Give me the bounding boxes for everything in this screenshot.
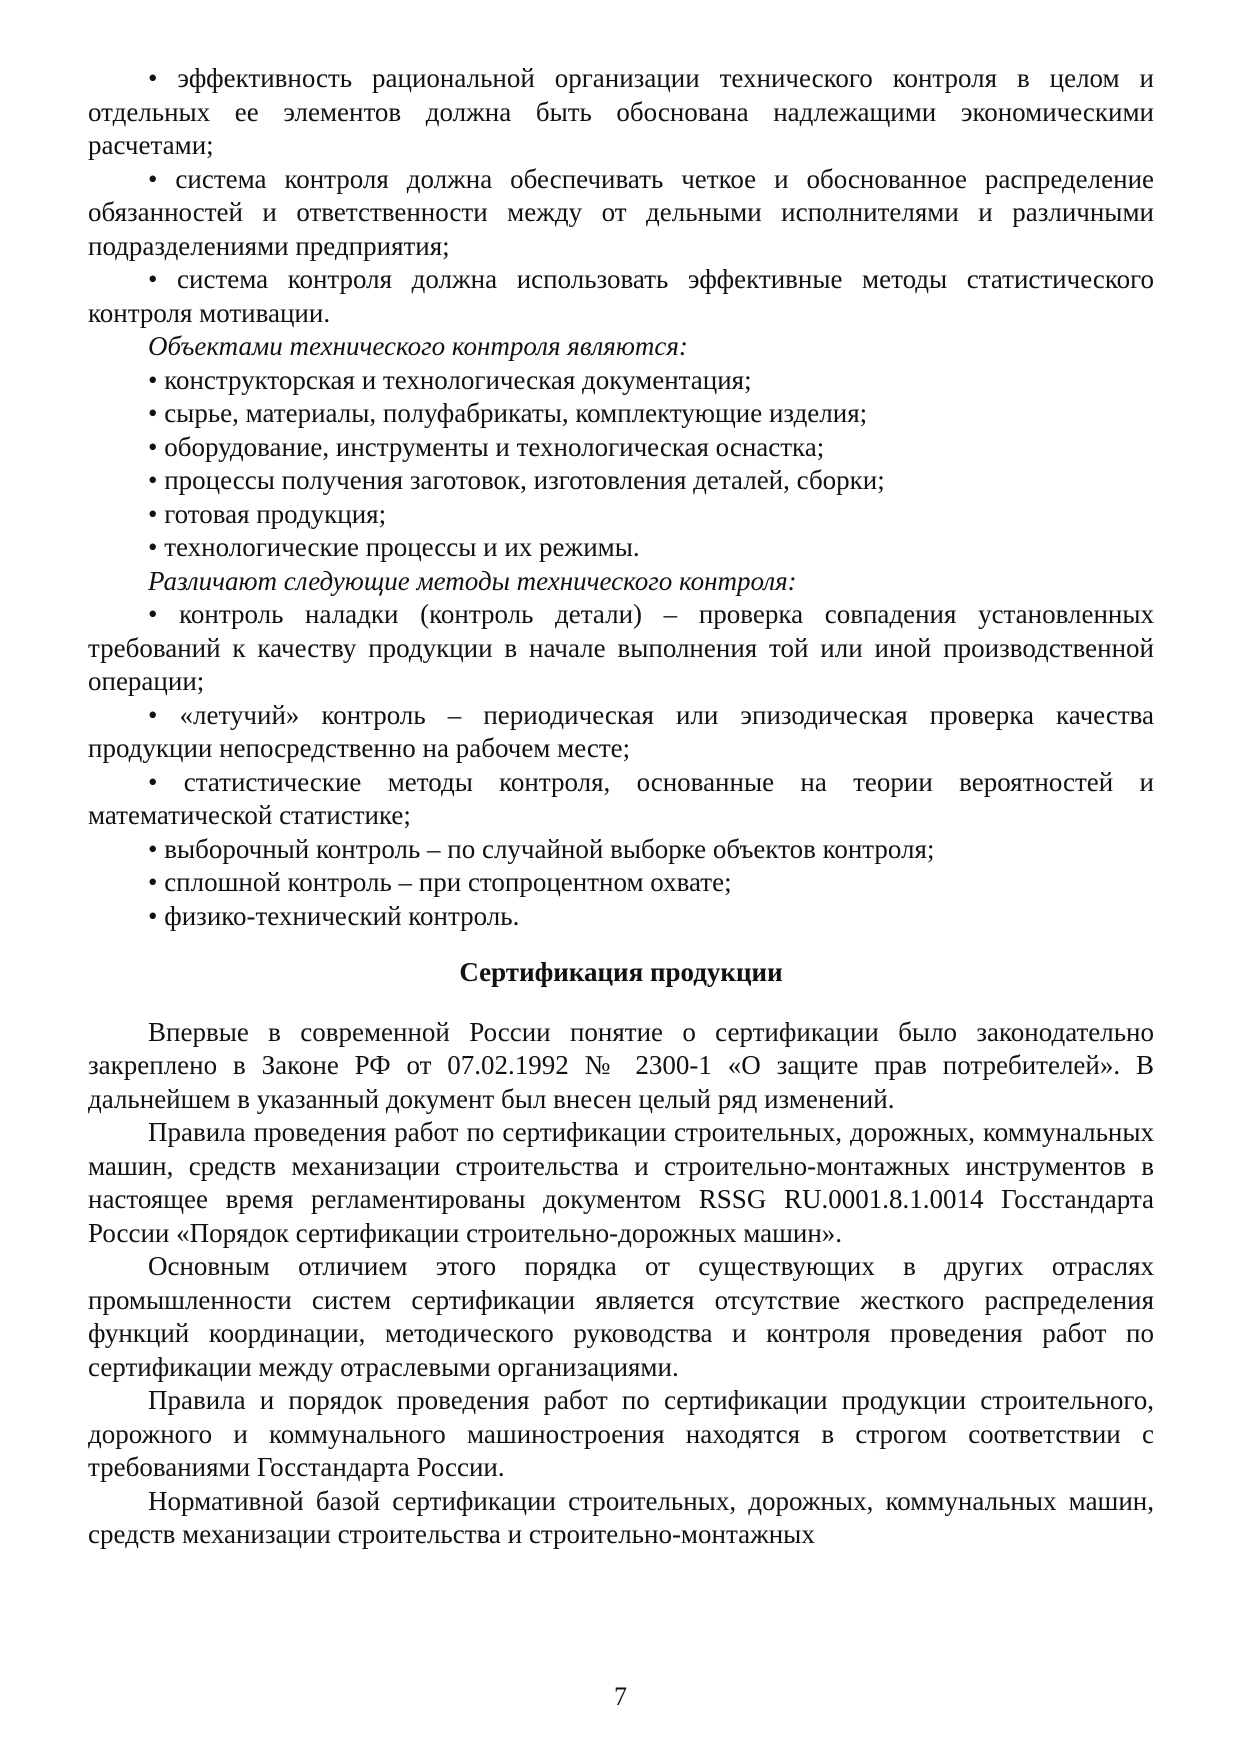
page-number: 7 (614, 1682, 627, 1711)
body-paragraph: Правила проведения работ по сертификации строительных, дорожных, коммунальных машин, средств механизации строительства и строительно-монтажных инструментов в настоящее время регламентированы документом RSSG RU.0001.8.1.0014 Госстандарта России «Порядок сертификации строительно-дорожных машин». (88, 1117, 1154, 1248)
requirement-item: • эффективность рациональной организации технического контроля в целом и отдельных ее элементов должна быть обоснована надлежащими экономическими расчетами; (88, 62, 1154, 163)
objects-intro: Объектами технического контроля являются: (148, 331, 688, 361)
object-item: • готовая продукция; (88, 498, 1154, 532)
method-item: • «летучий» контроль – периодическая или эпизодическая проверка качества продукции непосредственно на рабочем месте; (88, 699, 1154, 766)
body-paragraph: Основным отличием этого порядка от существующих в других отраслях промышленности систем сертификации является отсутствие жесткого распределения функций координации, методического руководства и контроля проведения работ по сертификации между отраслевыми организациями. (88, 1251, 1154, 1382)
body-paragraph: Нормативной базой сертификации строительных, дорожных, коммунальных машин, средств механизации строительства и строительно-монтажных (88, 1485, 1154, 1549)
object-item: • сырье, материалы, полуфабрикаты, комплектующие изделия; (88, 397, 1154, 431)
methods-intro: Различают следующие методы технического контроля: (148, 565, 797, 596)
object-item: • технологические процессы и их режимы. (88, 531, 1154, 565)
section-heading: Сертификация продукции (459, 957, 783, 987)
body-paragraph: Правила и порядок проведения работ по сертификации продукции строительного, дорожного и коммунального машиностроения находятся в строгом соответствии с требованиями Госстандарта России. (88, 1385, 1154, 1482)
requirement-item: • система контроля должна обеспечивать четкое и обоснованное распределение обязанностей и ответственности между от дельными исполнителями и различными подразделениями предприятия; (88, 163, 1154, 264)
method-item: • сплошной контроль – при стопроцентном охвате; (88, 866, 1154, 900)
object-item: • оборудование, инструменты и технологическая оснастка; (88, 431, 1154, 465)
requirement-item: • система контроля должна использовать эффективные методы статистического контроля мотивации. (88, 263, 1154, 330)
body-paragraph: Впервые в современной России понятие о сертификации было законодательно закреплено в Законе РФ от 07.02.1992 № 2300-1 «О защите прав потребителей». В дальнейшем в указанный документ был внесен целый ряд изменений. (88, 1016, 1154, 1114)
object-item: • конструкторская и технологическая документация; (88, 364, 1154, 398)
object-item: • процессы получения заготовок, изготовления деталей, сборки; (88, 464, 1154, 498)
method-item: • контроль наладки (контроль детали) – проверка совпадения установленных требований к качеству продукции в начале выполнения той или иной производственной операции; (88, 598, 1154, 699)
method-item: • статистические методы контроля, основанные на теории вероятностей и математической статистике; (88, 766, 1154, 833)
method-item: • физико-технический контроль. (88, 900, 1154, 934)
page-content (88, 62, 1154, 1552)
method-item: • выборочный контроль – по случайной выборке объектов контроля; (88, 833, 1154, 867)
